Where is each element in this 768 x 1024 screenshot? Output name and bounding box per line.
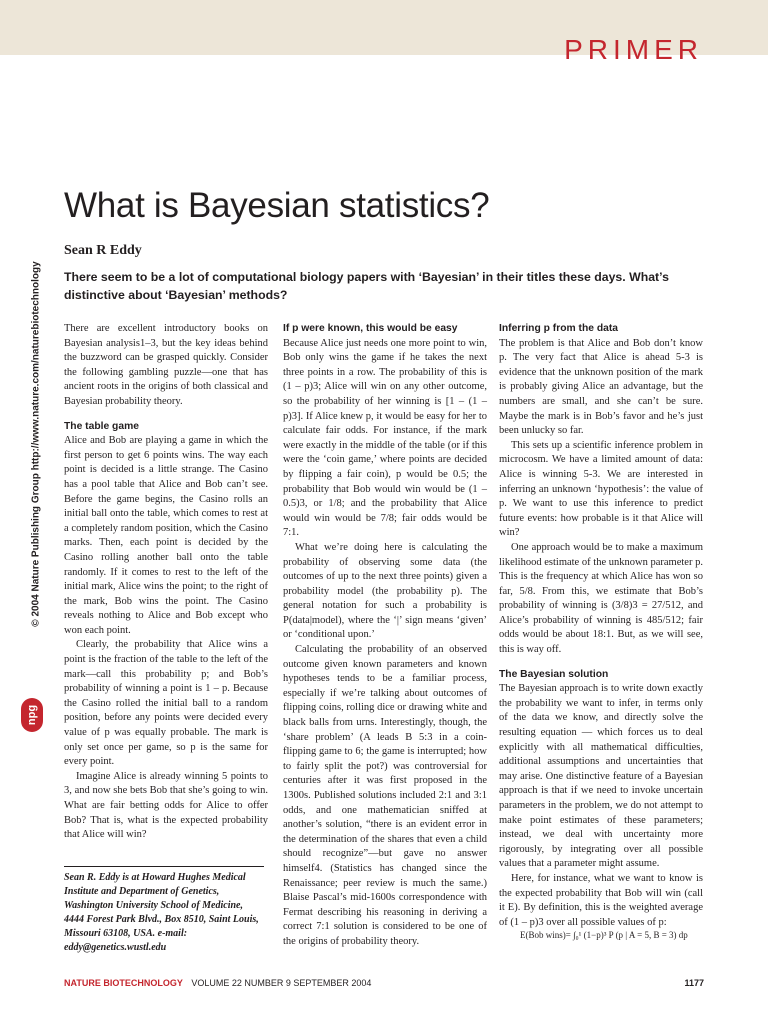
paragraph: Because Alice just needs one more point to win, Bob only wins the game if he takes the next three points in a row. The probability of this is (1 – p)3; Alice will win on any other outcome, so the probability of her winning is [1 – (1 – p)3]. If Alice knew p, it would be easy for her to calculate fair odds. For instance, if the mark were exactly in the middle of the table (or if this were the ‘coin game,’ where points are decided by flipping a fair coin), p would be 0.5; the probability that Bob would win would be (1 – 0.5)3, or 1/8; and the probability that Alice would win would be 7/8; fair odds would be 7:1.	[283, 337, 487, 539]
paragraph: What we’re doing here is calculating the probability of observing some data (the outcomes of up to the next three points) given a probability model (the probability p). The general notation for such a probability is P(data|model), where the ‘|’ sign means ‘given’ or ‘conditional upon.’	[283, 541, 487, 641]
issue-info: VOLUME 22 NUMBER 9 SEPTEMBER 2004	[191, 978, 372, 988]
page-footer	[64, 978, 704, 988]
paragraph: The Bayesian approach is to write down exactly the probability we want to infer, in terms only of the data we know, and directly solve the resulting equation — which forces us to deal explicitly with all mathematical difficulties, additional assumptions and uncertainties that may arise. One distinctive feature of a Bayesian approach is that if we need to invoke uncertain parameters in the problem, we do not attempt to make point estimates of these parameters; instead, we deal with uncertainty more rigorously, by integrating over all possible values that a parameter might assume.	[499, 683, 703, 870]
column-3	[499, 322, 703, 930]
paragraph: This sets up a scientific inference problem in microcosm. We have a limited amount of data: Alice is winning 5-3. We are interested in inferring an unknown ‘hypothesis’: the value of p. We want to use this inference to predict future events: how probable is it that Alice will win?	[499, 439, 703, 539]
section-label: PRIMER	[564, 34, 703, 65]
npg-logo	[21, 698, 43, 732]
page-number: 1177	[684, 978, 704, 988]
section-heading: The Bayesian solution	[499, 668, 609, 680]
paragraph: There are excellent introductory books on Bayesian analysis1–3, but the key ideas behind the buzzword can be grasped quickly. Consider the following gambling puzzle—one that has ancient roots in the origins of both classical and Bayesian probability theory.	[64, 323, 268, 407]
author-name: Sean R Eddy	[64, 243, 142, 258]
paragraph: Imagine Alice is already winning 5 points to 3, and now she bets Bob that she’s going to win. What are fair betting odds for Alice to offer Bob? That is, what is the expected probability that Alice will win?	[64, 770, 268, 841]
section-heading: Inferring p from the data	[499, 323, 618, 334]
paragraph: One approach would be to make a maximum likelihood estimate of the unknown parameter p. This is the frequency at which Alice has won so far, 5/8. From this, we estimate that Bob’s probability of winning is (3/8)3 = 27/512, and Alice’s probability of winning is 485/512; fair odds would be about 18:1. But, as we will see, this is way off.	[499, 541, 703, 656]
copyright-text: © 2004 Nature Publishing Group http://www.nature.com/naturebiotechnology	[30, 261, 42, 627]
paragraph: The problem is that Alice and Bob don’t know p. The very fact that Alice is ahead 5-3 is evidence that the unknown position of the mark is probably giving Alice an advantage, but the numbers are small, and she can’t be sure. Maybe the mark is in Bob’s favor and he’s just been unlucky so far.	[499, 337, 703, 437]
column-1	[64, 322, 268, 843]
npg-logo-text: npg	[25, 704, 38, 726]
section-heading: If p were known, this would be easy	[283, 323, 458, 334]
paragraph: Calculating the probability of an observed outcome given known parameters and known hypotheses tends to be a familiar process, especially if we’re talking about outcomes of flipping coins, rolling dice or drawing white and black balls from urns. Interestingly, though, the ‘share problem’ (A leads B 5:3 in a coin-flipping game to 6; the game is interrupted; how to fairly split the pot?) was controversial for centuries after it was first proposed in the 1300s. Published solutions included 2:1 and 3:1 odds, and one mathematician sniffed at another’s solution, “there is an evident error in the determination of the shares that even a child should recognize”—but gave no answer himself4. (Statistics has changed since the Renaissance; peer review is much the same.) Blaise Pascal’s mid-1600s correspondence with Fermat describing his reasoning in deriving a correct 7:1 solution is considered to be one of the origins of probability theory.	[283, 644, 487, 947]
author-affiliation: Sean R. Eddy is at Howard Hughes Medical Institute and Department of Genetics, Washington University School of Medicine, 4444 Forest Park Blvd., Box 8510, Saint Louis, Missouri 63108, USA. e-mail: eddy@genetics.wustl.edu	[64, 866, 264, 955]
section-heading: The table game	[64, 420, 139, 432]
paragraph: Clearly, the probability that Alice wins a point is the fraction of the table to the left of the mark—call this probability p; and Bob’s probability of winning a point is 1 – p. Because the Casino rolled the initial ball to a random position, before any points were decided every value of p was equally probable. The mark is only set once per game, so p is the same for every point.	[64, 639, 268, 768]
paragraph: Here, for instance, what we want to know is the expected probability that Bob will win (call it E). By definition, this is the weighted average of (1 – p)3 over all possible values of p:	[499, 872, 703, 928]
journal-name: NATURE BIOTECHNOLOGY	[64, 978, 183, 988]
copyright-sidebar	[26, 204, 46, 684]
article-title: What is Bayesian statistics?	[64, 186, 490, 225]
column-2	[283, 322, 487, 950]
equation: E(Bob wins)= ∫₀¹ (1−p)³ P (p | A = 5, B = 3) dp	[520, 930, 688, 940]
standfirst: There seem to be a lot of computational biology papers with ‘Bayesian’ in their titles these days. What’s distinctive about ‘Bayesian’ methods?	[64, 270, 669, 302]
paragraph: Alice and Bob are playing a game in which the first person to get 6 points wins. The way each point is decided is a little strange. The Casino has a pool table that Alice and Bob can’t see. Before the game begins, the Casino rolls an initial ball onto the table, which comes to rest at a completely random position, which the Casino marks. Then, each point is decided by the Casino rolling another ball onto the table randomly. If it comes to rest to the left of the initial mark, Alice wins the point; to the right of the mark, Bob wins the point. The Casino reveals nothing to Alice and Bob except who won each point.	[64, 435, 268, 636]
